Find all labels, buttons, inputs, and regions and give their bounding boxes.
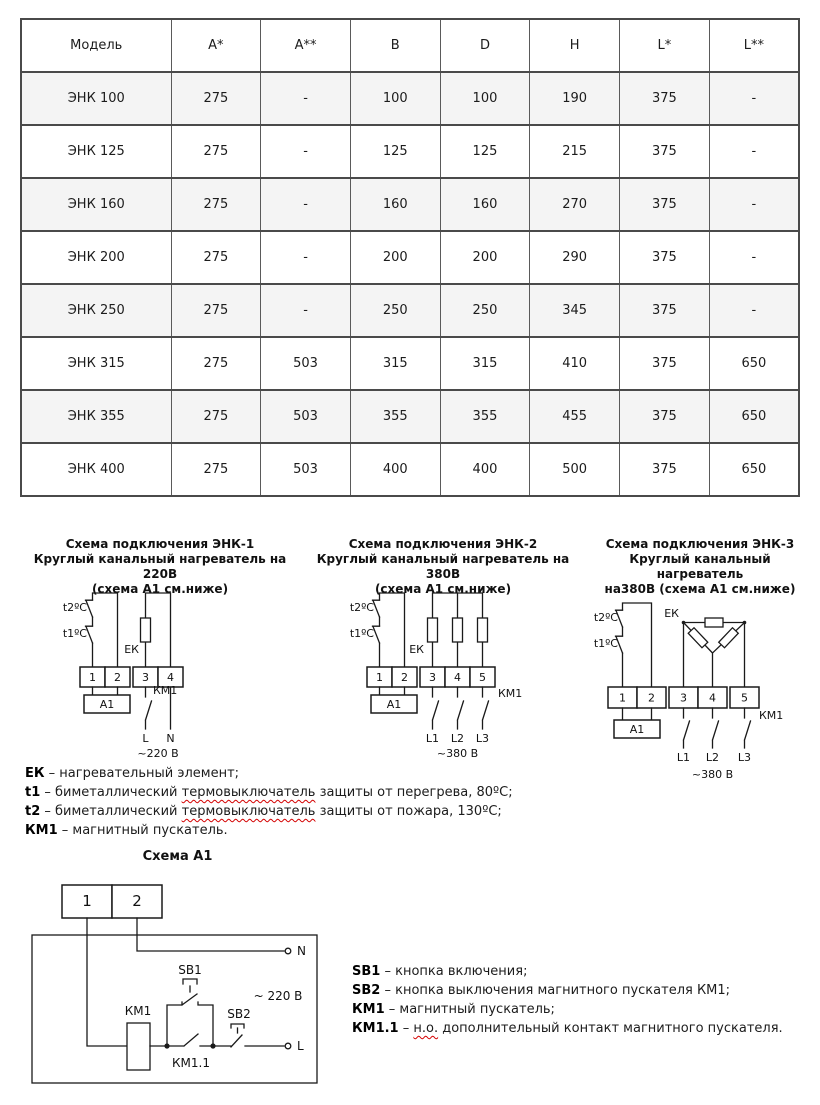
table-cell: 455 — [530, 390, 620, 443]
dimensions-table — [20, 18, 800, 497]
table-cell: 500 — [530, 443, 620, 496]
table-cell: 503 — [261, 443, 351, 496]
sb2-label: SB2 — [227, 1007, 251, 1021]
a1-legend — [352, 962, 783, 1038]
enk1-diagram — [20, 587, 270, 762]
terminal-block — [367, 667, 495, 687]
t2-label: t2ºC — [349, 601, 374, 614]
heater-delta — [682, 618, 747, 687]
table-row — [21, 337, 799, 390]
terminal-2-label: 2 — [114, 671, 121, 684]
terminal-block — [62, 885, 162, 918]
table-cell: 400 — [440, 443, 530, 496]
phase-l3-label: L3 — [475, 732, 490, 745]
table-cell: 503 — [261, 337, 351, 390]
table-cell: 375 — [620, 125, 710, 178]
terminal-2-label: 2 — [648, 691, 655, 705]
legend-text: – нагревательный элемент; — [48, 766, 240, 781]
terminal-1-label: 1 — [619, 691, 626, 705]
table-cell: 375 — [620, 443, 710, 496]
legend-line — [25, 783, 513, 802]
cell-model: ЭНК 125 — [21, 125, 171, 178]
legend-text: – биметаллический — [44, 804, 182, 819]
table-row — [21, 231, 799, 284]
table-cell: - — [261, 125, 351, 178]
cell-model: ЭНК 355 — [21, 390, 171, 443]
terminal-5-label: 5 — [741, 691, 748, 705]
enk3-title-line2: Круглый канальный нагреватель — [629, 552, 771, 581]
table-cell: 275 — [171, 443, 261, 496]
t2-label: t2ºC — [62, 601, 87, 614]
enk3-title-line1: Схема подключения ЭНК-3 — [605, 537, 795, 551]
table-header-row — [21, 19, 799, 72]
legend-text: защиты от перегрева, 80ºС; — [315, 785, 513, 800]
terminal-1-label: 1 — [376, 671, 383, 684]
cell-model: ЭНК 400 — [21, 443, 171, 496]
col-header: A** — [261, 19, 351, 72]
heater-star — [428, 593, 488, 667]
legend-misspelled-word: н.о. — [413, 1021, 439, 1036]
table-cell: 275 — [171, 337, 261, 390]
table-cell: 125 — [440, 125, 530, 178]
terminal-1-label: 1 — [82, 892, 92, 910]
terminal-3-label: 3 — [429, 671, 436, 684]
table-cell: 375 — [620, 284, 710, 337]
sb1-button — [167, 963, 213, 1046]
phase-l1-label: L1 — [676, 751, 691, 764]
table-cell: - — [709, 72, 799, 125]
col-header: L** — [709, 19, 799, 72]
sb2-button — [213, 1007, 251, 1047]
cell-model: ЭНК 160 — [21, 178, 171, 231]
table-cell: 375 — [620, 231, 710, 284]
legend-term: КМ1 — [352, 1002, 385, 1017]
table-cell: 250 — [440, 284, 530, 337]
enk3-diagram — [585, 587, 815, 785]
terminal-1-label: 1 — [89, 671, 96, 684]
cell-model: ЭНК 100 — [21, 72, 171, 125]
km11-label: КМ1.1 — [172, 1056, 210, 1070]
table-cell: 100 — [350, 72, 440, 125]
table-row — [21, 390, 799, 443]
table-cell: 290 — [530, 231, 620, 284]
terminal-4-label: 4 — [709, 691, 716, 705]
sb1-label: SB1 — [178, 963, 202, 977]
a1-label: А1 — [386, 698, 402, 711]
terminal-n — [285, 948, 291, 954]
table-cell: - — [261, 178, 351, 231]
table-cell: 275 — [171, 284, 261, 337]
legend-line — [352, 1019, 783, 1038]
enk1-title-line3: (схема А1 см.ниже) — [91, 582, 229, 596]
a1-schematic-diagram — [10, 858, 330, 1098]
table-cell: 270 — [530, 178, 620, 231]
heater-element — [688, 628, 708, 648]
thermal-switch-loop — [373, 593, 405, 667]
table-cell: 355 — [350, 390, 440, 443]
table-cell: 215 — [530, 125, 620, 178]
controller-a1-box — [614, 708, 660, 738]
controller-a1-box — [371, 687, 417, 713]
a1-schematic-title: Схема А1 — [142, 849, 213, 864]
phase-l2-label: L2 — [450, 732, 465, 745]
terminal-5-label: 5 — [479, 671, 486, 684]
enk1-title-line2: Круглый канальный нагреватель на 220В — [33, 552, 287, 581]
a1-label: А1 — [99, 698, 115, 711]
km1-contacts — [684, 708, 751, 748]
enk2-diagram — [320, 587, 570, 762]
heater-element — [453, 618, 463, 642]
heater-element — [705, 618, 723, 627]
enk3-title-line3: на380В (схема А1 см.ниже) — [604, 582, 796, 596]
enk2-title-line3: (схема А1 см.ниже) — [374, 582, 512, 596]
table-cell: - — [261, 72, 351, 125]
col-header: L* — [620, 19, 710, 72]
table-cell: 200 — [350, 231, 440, 284]
legend-text: защиты от пожара, 130ºС; — [315, 804, 502, 819]
table-cell: 375 — [620, 178, 710, 231]
table-cell: 650 — [709, 443, 799, 496]
ek-label: ЕК — [409, 643, 424, 656]
legend-line — [25, 821, 513, 840]
terminal-4-label: 4 — [454, 671, 461, 684]
table-cell: - — [709, 125, 799, 178]
km11-contact — [167, 1034, 210, 1070]
a1-label: А1 — [629, 723, 645, 736]
voltage-label: ~380 В — [691, 768, 734, 781]
cell-model: ЭНК 200 — [21, 231, 171, 284]
phase-l-label: L — [297, 1039, 304, 1053]
km1-coil — [125, 1004, 152, 1070]
km1-label: КМ1 — [153, 684, 178, 697]
table-cell: 125 — [350, 125, 440, 178]
legend-line — [352, 1000, 783, 1019]
cell-model: ЭНК 315 — [21, 337, 171, 390]
phase-l3-label: L3 — [737, 751, 752, 764]
km1-label: КМ1 — [498, 687, 523, 700]
legend-term: ЕК — [25, 766, 45, 781]
terminal-l — [285, 1043, 291, 1049]
legend-line — [352, 981, 783, 1000]
thermal-switch-loop — [86, 593, 118, 667]
terminal-4-label: 4 — [167, 671, 174, 684]
voltage-label: ~220 В — [137, 747, 179, 760]
table-row — [21, 125, 799, 178]
table-cell: - — [709, 231, 799, 284]
coil-supply-wire — [87, 918, 127, 1046]
heater-element — [478, 618, 488, 642]
heater-loop — [141, 593, 171, 667]
components-legend — [25, 764, 513, 840]
col-header: D — [440, 19, 530, 72]
legend-text: – кнопка включения; — [384, 964, 528, 979]
legend-term: t2 — [25, 804, 41, 819]
table-cell: 100 — [440, 72, 530, 125]
legend-term: SB2 — [352, 983, 381, 998]
table-cell: 355 — [440, 390, 530, 443]
table-cell: - — [261, 231, 351, 284]
table-cell: 375 — [620, 390, 710, 443]
terminal-2-label: 2 — [401, 671, 408, 684]
terminal-3-label: 3 — [142, 671, 149, 684]
phase-l-label: L — [142, 732, 149, 745]
km1-label: КМ1 — [759, 709, 784, 722]
table-cell: 275 — [171, 231, 261, 284]
legend-term: КМ1 — [25, 823, 58, 838]
voltage-label: ~380 В — [436, 747, 479, 760]
legend-line — [352, 962, 783, 981]
table-cell: 315 — [350, 337, 440, 390]
enk1-title-line1: Схема подключения ЭНК-1 — [65, 537, 255, 551]
heater-element — [719, 628, 739, 648]
table-cell: 200 — [440, 231, 530, 284]
enk2-title-line2: Круглый канальный нагреватель на 380В — [316, 552, 570, 581]
table-cell: 160 — [440, 178, 530, 231]
table-cell: 160 — [350, 178, 440, 231]
heater-element — [141, 618, 151, 642]
table-cell: 400 — [350, 443, 440, 496]
table-cell: 275 — [171, 72, 261, 125]
table-cell: - — [709, 284, 799, 337]
table-cell: 275 — [171, 125, 261, 178]
table-cell: 503 — [261, 390, 351, 443]
table-cell: 250 — [350, 284, 440, 337]
table-row — [21, 443, 799, 496]
km1-contact — [146, 687, 152, 729]
legend-misspelled-word: термовыключатель — [181, 804, 316, 819]
heater-element — [428, 618, 438, 642]
terminal-block — [608, 687, 759, 708]
controller-a1-box — [84, 687, 130, 713]
legend-line — [25, 764, 513, 783]
table-cell: 275 — [171, 178, 261, 231]
phase-l2-label: L2 — [705, 751, 720, 764]
table-row — [21, 72, 799, 125]
legend-text: – — [402, 1021, 414, 1036]
legend-misspelled-word: термовыключатель — [181, 785, 316, 800]
voltage-label: ~ 220 В — [253, 989, 303, 1003]
enk2-title-line1: Схема подключения ЭНК-2 — [348, 537, 538, 551]
phase-l1-label: L1 — [425, 732, 440, 745]
terminal-2-label: 2 — [132, 892, 142, 910]
legend-text: – кнопка выключения магнитного пускателя КМ1; — [384, 983, 731, 998]
ek-label: ЕК — [124, 643, 139, 656]
legend-text: – биметаллический — [44, 785, 182, 800]
col-header: B — [350, 19, 440, 72]
col-header: H — [530, 19, 620, 72]
table-cell: 410 — [530, 337, 620, 390]
neutral-n-label: N — [297, 944, 306, 958]
table-row — [21, 284, 799, 337]
table-cell: 190 — [530, 72, 620, 125]
neutral-n-label: N — [166, 732, 175, 745]
ek-label: ЕК — [664, 607, 679, 620]
legend-term: SB1 — [352, 964, 381, 979]
legend-text: – магнитный пускатель; — [388, 1002, 555, 1017]
col-header-model: Модель — [21, 19, 171, 72]
table-cell: 375 — [620, 337, 710, 390]
cell-model: ЭНК 250 — [21, 284, 171, 337]
t1-label: t1ºC — [349, 627, 374, 640]
table-cell: 650 — [709, 390, 799, 443]
legend-text: – магнитный пускатель. — [61, 823, 228, 838]
legend-term: t1 — [25, 785, 41, 800]
km1-label: КМ1 — [124, 1004, 152, 1018]
t2-label: t2ºC — [593, 611, 618, 624]
col-header: A* — [171, 19, 261, 72]
table-cell: - — [709, 178, 799, 231]
legend-text: дополнительный контакт магнитного пускателя. — [438, 1021, 783, 1036]
t1-label: t1ºC — [62, 627, 87, 640]
km1-contacts — [433, 687, 489, 729]
thermal-switch-loop — [616, 603, 652, 687]
table-cell: - — [261, 284, 351, 337]
table-cell: 375 — [620, 72, 710, 125]
table-cell: 650 — [709, 337, 799, 390]
legend-line — [25, 802, 513, 821]
table-cell: 315 — [440, 337, 530, 390]
legend-term: КМ1.1 — [352, 1021, 399, 1036]
terminal-3-label: 3 — [680, 691, 687, 705]
table-cell: 345 — [530, 284, 620, 337]
table-cell: 275 — [171, 390, 261, 443]
t1-label: t1ºC — [593, 637, 618, 650]
table-row — [21, 178, 799, 231]
